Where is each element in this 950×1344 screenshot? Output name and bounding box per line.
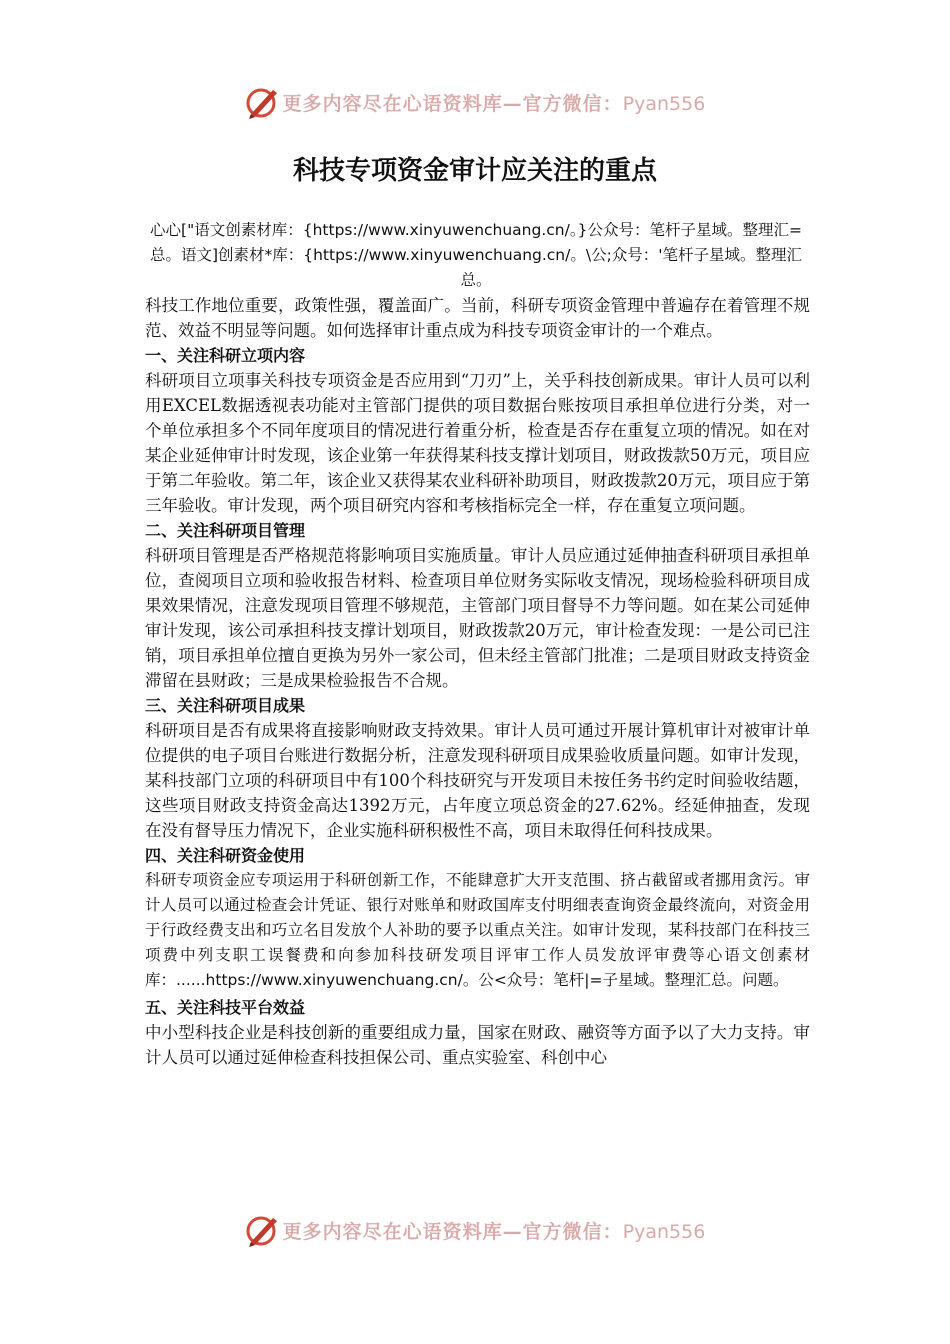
banner-wechat-id: Pyan556 [622, 1220, 706, 1243]
pen-logo-icon [245, 84, 281, 120]
banner-text [283, 1217, 706, 1244]
banner-text [283, 89, 706, 116]
section-body-1: 科研项目立项事关科技专项资金是否应用到“刀刃”上，关乎科技创新成果。审计人员可以利用EXCEL数据透视表功能对主管部门提供的项目数据台账按项目承担单位进行分类，对一个单位承担多个不同年度项目的情况进行着重分析，检查是否存在重复立项的情况。如在对某企业延伸审计时发现，该企业第一年获得某科技支撑计划项目，财政拨款50万元，项目应于第二年验收。第二年，该企业又获得某农业科研补助项目，财政拨款20万元，项目应于第三年验收。审计发现，两个项目研究内容和考核指标完全一样，存在重复立项问题。 [145, 371, 810, 515]
section-heading-2: 二、关注科研项目管理 [145, 521, 306, 540]
section-heading-3: 三、关注科研项目成果 [145, 696, 306, 715]
document-body [145, 293, 810, 1070]
section-body-4: 科研专项资金应专项运用于科研创新工作，不能肆意扩大开支范围、挤占截留或者挪用贪污。审计人员可以通过检查会计凭证、银行对账单和财政国库支付明细表查询资金最终流向，对资金用于行政经费支出和巧立名目发放个人补助的要予以重点关注。如审计发现，某科技部门在科技三项费中列支职工误餐费和向参加科技研发项目评审工作人员发放评审费等心语文创素材库：......https://www.xinyuwenchuang.cn/。公<众号：笔杆|=子星域。整理汇总。问题。 [145, 871, 810, 989]
section-heading-1: 一、关注科研立项内容 [145, 346, 306, 365]
banner-wechat-id: Pyan556 [622, 92, 706, 115]
section-heading-4: 四、关注科研资金使用 [145, 846, 306, 865]
section-body-3: 科研项目是否有成果将直接影响财政支持效果。审计人员可通过开展计算机审计对被审计单位提供的电子项目台账进行数据分析，注意发现科研项目成果验收质量问题。如审计发现，某科技部门立项的科研项目中有100个科技研究与开发项目未按任务书约定时间验收结题，这些项目财政支持资金高达1392万元，占年度立项总资金的27.62%。经延伸抽查，发现在没有督导压力情况下，企业实施科研积极性不高，项目未取得任何科技成果。 [145, 721, 810, 840]
pen-logo-icon [245, 1212, 281, 1248]
footer-banner [0, 1208, 950, 1252]
section-body-2: 科研项目管理是否严格规范将影响项目实施质量。审计人员应通过延伸抽查科研项目承担单位，查阅项目立项和验收报告材料、检查项目单位财务实际收支情况，现场检验科研项目成果效果情况，注意发现项目管理不够规范，主管部门项目督导不力等问题。如在某公司延伸审计发现，该公司承担科技支撑计划项目，财政拨款20万元，审计检查发现：一是公司已注销，项目承担单位擅自更换为另外一家公司，但未经主管部门批准；二是项目财政支持资金滞留在县财政；三是成果检验报告不合规。 [145, 546, 810, 690]
section-body-5: 中小型科技企业是科技创新的重要组成力量，国家在财政、融资等方面予以了大力支持。审计人员可以通过延伸检查科技担保公司、重点实验室、科创中心 [145, 1023, 810, 1067]
intro-paragraph: 科技工作地位重要，政策性强，覆盖面广。当前，科研专项资金管理中普遍存在着管理不规范、效益不明显等问题。如何选择审计重点成为科技专项资金审计的一个难点。 [145, 296, 810, 340]
banner-slogan: 更多内容尽在心语资料库—官方微信： [282, 92, 623, 115]
banner-slogan: 更多内容尽在心语资料库—官方微信： [282, 1220, 623, 1243]
section-heading-5: 五、关注科技平台效益 [145, 998, 306, 1017]
header-banner [0, 80, 950, 124]
source-note: 心心["语文创素材库：{https://www.xinyuwenchuang.cn/。}公众号：笔杆子星域。整理汇=总。语文]创素材*库：{https://www.xinyuwenchuang.cn/。\公;众号：'笔杆子星域。整理汇总。 [149, 221, 803, 289]
page-title: 科技专项资金审计应关注的重点 [292, 156, 657, 186]
